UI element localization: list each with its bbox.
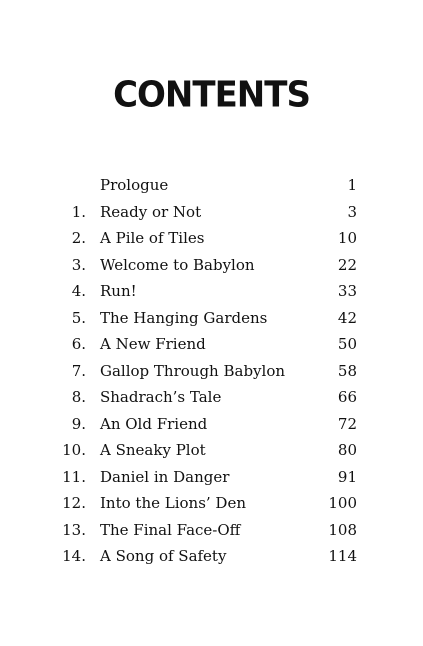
toc-entry <box>0 225 423 252</box>
page-number: 100 <box>328 494 357 512</box>
page-number: 33 <box>337 282 357 300</box>
chapter-title: The Hanging Gardens <box>100 308 268 327</box>
toc-entry <box>0 517 423 544</box>
chapter-number: 2. <box>71 229 86 247</box>
chapter-number: 7. <box>71 361 86 380</box>
page-title: CONTENTS <box>113 74 310 116</box>
chapter-title: Welcome to Babylon <box>100 255 255 274</box>
toc-entry <box>0 305 423 332</box>
chapter-number: 1. <box>71 202 86 221</box>
chapter-number: 12. <box>62 494 86 512</box>
toc-entry <box>0 358 423 385</box>
chapter-number: 11. <box>62 467 86 486</box>
chapter-number: 4. <box>71 282 86 300</box>
chapter-number: 8. <box>71 388 86 406</box>
toc-entry <box>0 331 423 358</box>
page-number: 80 <box>337 441 357 459</box>
chapter-title: A Pile of Tiles <box>100 229 205 247</box>
chapter-title: A Song of Safety <box>100 547 227 565</box>
page-number: 1 <box>347 176 357 194</box>
page-number: 108 <box>328 520 357 539</box>
toc-entry <box>0 437 423 464</box>
toc-entry <box>0 199 423 226</box>
table-of-contents <box>0 172 423 570</box>
page-number: 42 <box>337 308 357 327</box>
page-number: 91 <box>337 467 357 486</box>
toc-entry <box>0 384 423 411</box>
page-number: 58 <box>337 361 357 380</box>
chapter-number: 10. <box>62 441 86 459</box>
page-number: 3 <box>347 202 357 221</box>
toc-entry <box>0 278 423 305</box>
chapter-title: An Old Friend <box>100 414 208 433</box>
chapter-number: 5. <box>71 308 86 327</box>
chapter-number: 13. <box>62 520 86 539</box>
chapter-title: The Final Face-Off <box>100 520 241 539</box>
page-number: 50 <box>337 335 357 353</box>
page-number: 66 <box>337 388 357 406</box>
page-number: 10 <box>337 229 357 247</box>
chapter-title: Shadrach’s Tale <box>100 388 222 406</box>
page-number: 72 <box>337 414 357 433</box>
toc-entry <box>0 464 423 491</box>
chapter-title: Daniel in Danger <box>100 467 230 486</box>
toc-entry <box>0 411 423 438</box>
chapter-title: A Sneaky Plot <box>100 441 206 459</box>
chapter-title: Ready or Not <box>100 202 202 221</box>
page-number: 22 <box>337 255 357 274</box>
chapter-number: 6. <box>71 335 86 353</box>
toc-entry <box>0 172 423 199</box>
chapter-number: 9. <box>71 414 86 433</box>
toc-entry <box>0 490 423 517</box>
chapter-number: 14. <box>62 547 86 565</box>
chapter-title: A New Friend <box>100 335 206 353</box>
page-number: 114 <box>328 547 357 565</box>
chapter-title: Into the Lions’ Den <box>100 494 246 512</box>
chapter-title: Gallop Through Babylon <box>100 361 286 380</box>
toc-entry <box>0 252 423 279</box>
chapter-title: Prologue <box>100 176 169 194</box>
chapter-title: Run! <box>100 282 137 300</box>
chapter-number: 3. <box>71 255 86 274</box>
toc-entry <box>0 543 423 570</box>
